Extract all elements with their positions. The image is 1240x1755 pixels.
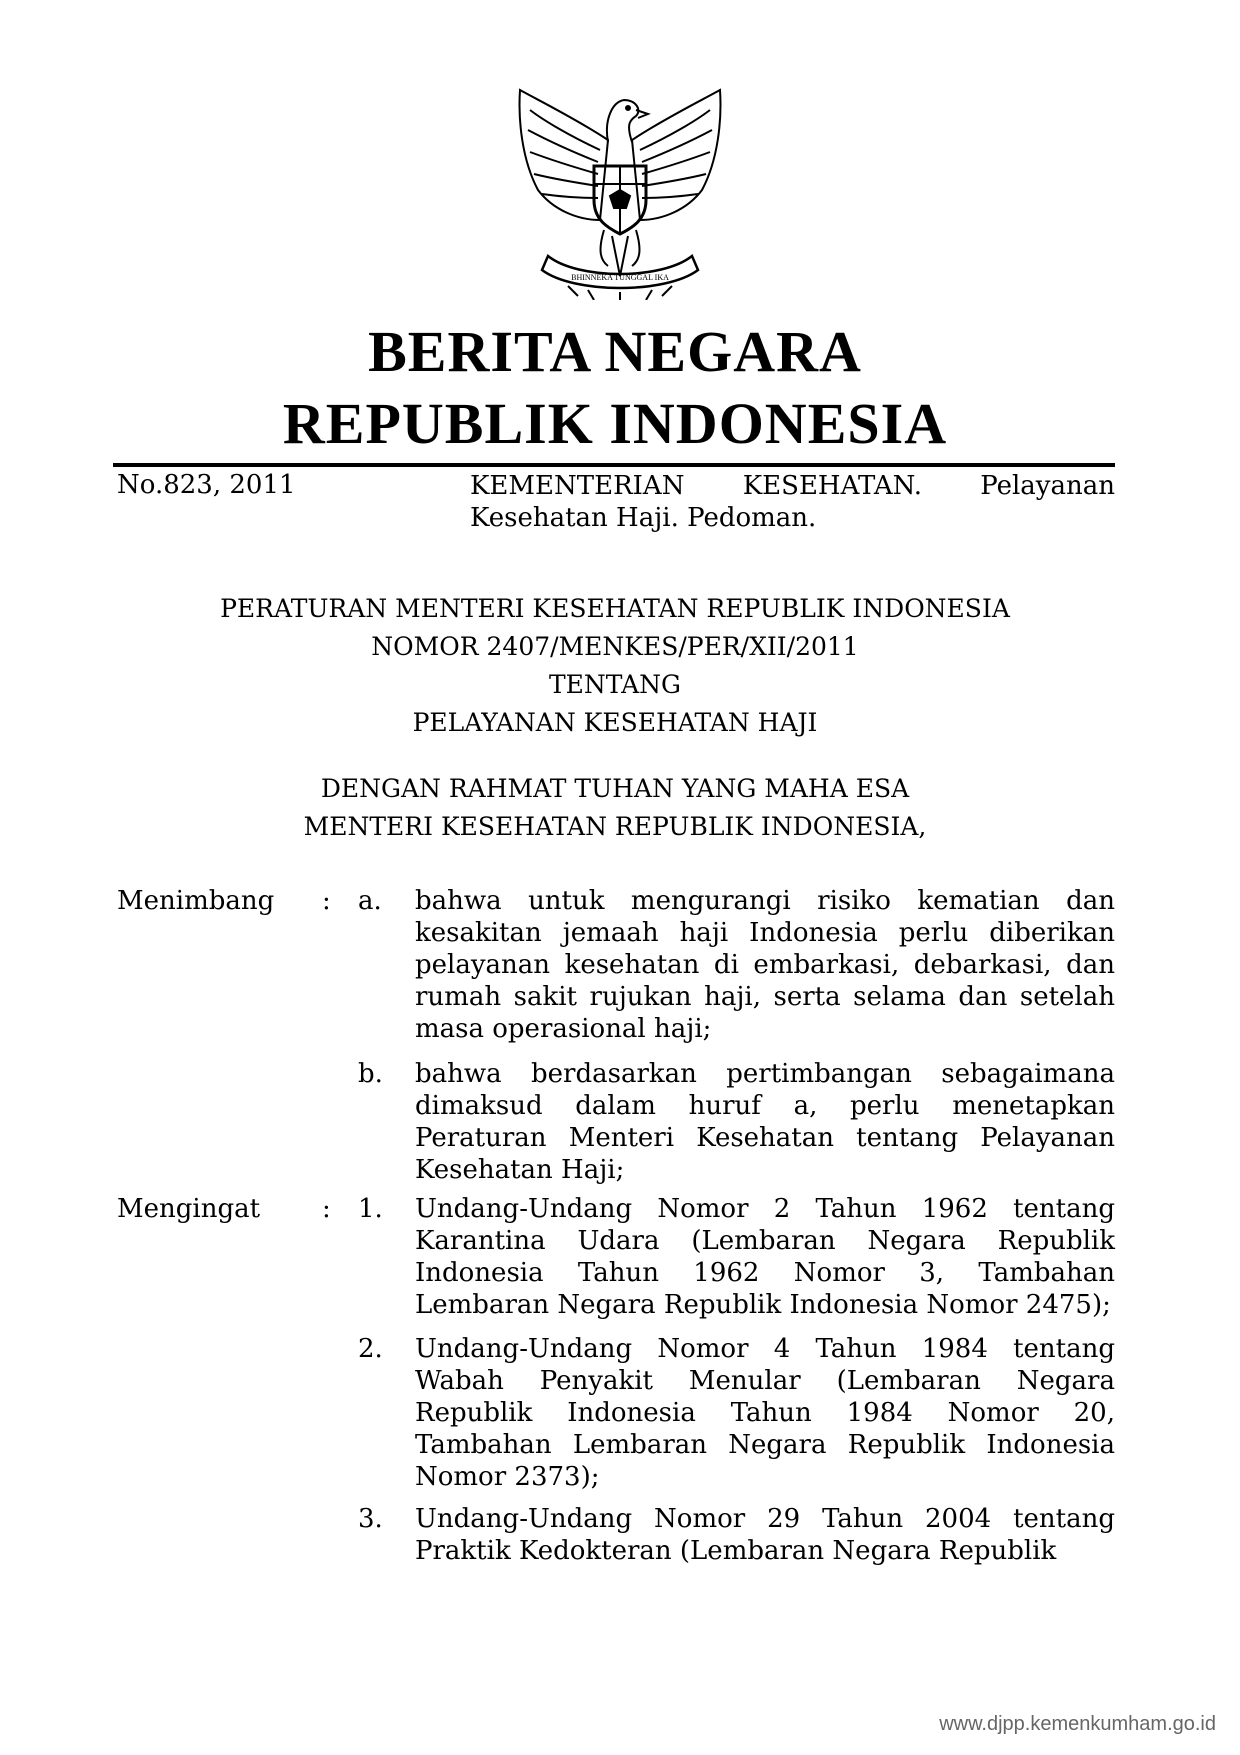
mengingat-colon: : [322,1194,331,1224]
menimbang-text-a: bahwa untuk mengurangi risiko kematian dan kesakitan jemaah haji Indonesia perlu diberikan pelayanan kesehatan di embarkasi, debarkasi, dan rumah sakit rujukan haji, serta selama dan setelah masa operasional haji; [415,886,1115,1044]
regulation-subject: PELAYANAN KESEHATAN HAJI [412,708,818,737]
regulation-about: TENTANG [548,670,681,699]
masthead-line-2: REPUBLIK INDONESIA [282,391,948,456]
mengingat-text-2: Undang-Undang Nomor 4 Tahun 1984 tentang Wabah Penyakit Menular (Lembaran Negara Republik Indonesia Tahun 1984 Nomor 20, Tambahan Lembaran Negara Republik Indonesia Nomor 2373); [415,1334,1115,1492]
menimbang-text-b: bahwa berdasarkan pertimbangan sebagaimana dimaksud dalam huruf a, perlu menetapkan Peraturan Menteri Kesehatan tentang Pelayanan Kesehatan Haji; [415,1059,1115,1185]
issue-number: No.823, 2011 [117,470,296,500]
menimbang-label: Menimbang [117,886,275,916]
preamble-line-1: DENGAN RAHMAT TUHAN YANG MAHA ESA [320,774,910,803]
list-marker: 1. [358,1194,383,1224]
list-marker: a. [358,886,382,916]
emblem-motto: BHINNEKA TUNGGAL IKA [571,273,669,282]
preamble [110,770,1120,846]
list-marker: 3. [358,1504,383,1534]
garuda-emblem-icon [508,80,732,300]
regulation-title [110,590,1120,742]
footer-url[interactable]: www.djpp.kemenkumham.go.id [939,1713,1216,1735]
regulation-line-1: PERATURAN MENTERI KESEHATAN REPUBLIK INDONESIA [220,594,1010,623]
mengingat-label: Mengingat [117,1194,261,1224]
mengingat-text-3: Undang-Undang Nomor 29 Tahun 2004 tentang Praktik Kedokteran (Lembaran Negara Republik [415,1504,1115,1566]
masthead-line-1: BERITA NEGARA [368,319,862,384]
issue-ministry: KEMENTERIAN KESEHATAN. Pelayanan Kesehatan Haji. Pedoman. [470,471,1115,533]
preamble-line-2: MENTERI KESEHATAN REPUBLIK INDONESIA, [303,812,927,841]
regulation-number: NOMOR 2407/MENKES/PER/XII/2011 [371,632,859,661]
masthead-divider [113,463,1115,467]
list-marker: 2. [358,1334,383,1364]
menimbang-colon: : [322,886,331,916]
mengingat-text-1: Undang-Undang Nomor 2 Tahun 1962 tentang Karantina Udara (Lembaran Negara Republik Indonesia Tahun 1962 Nomor 3, Tambahan Lembaran Negara Republik Indonesia Nomor 2475); [415,1194,1115,1320]
list-marker: b. [358,1059,383,1089]
